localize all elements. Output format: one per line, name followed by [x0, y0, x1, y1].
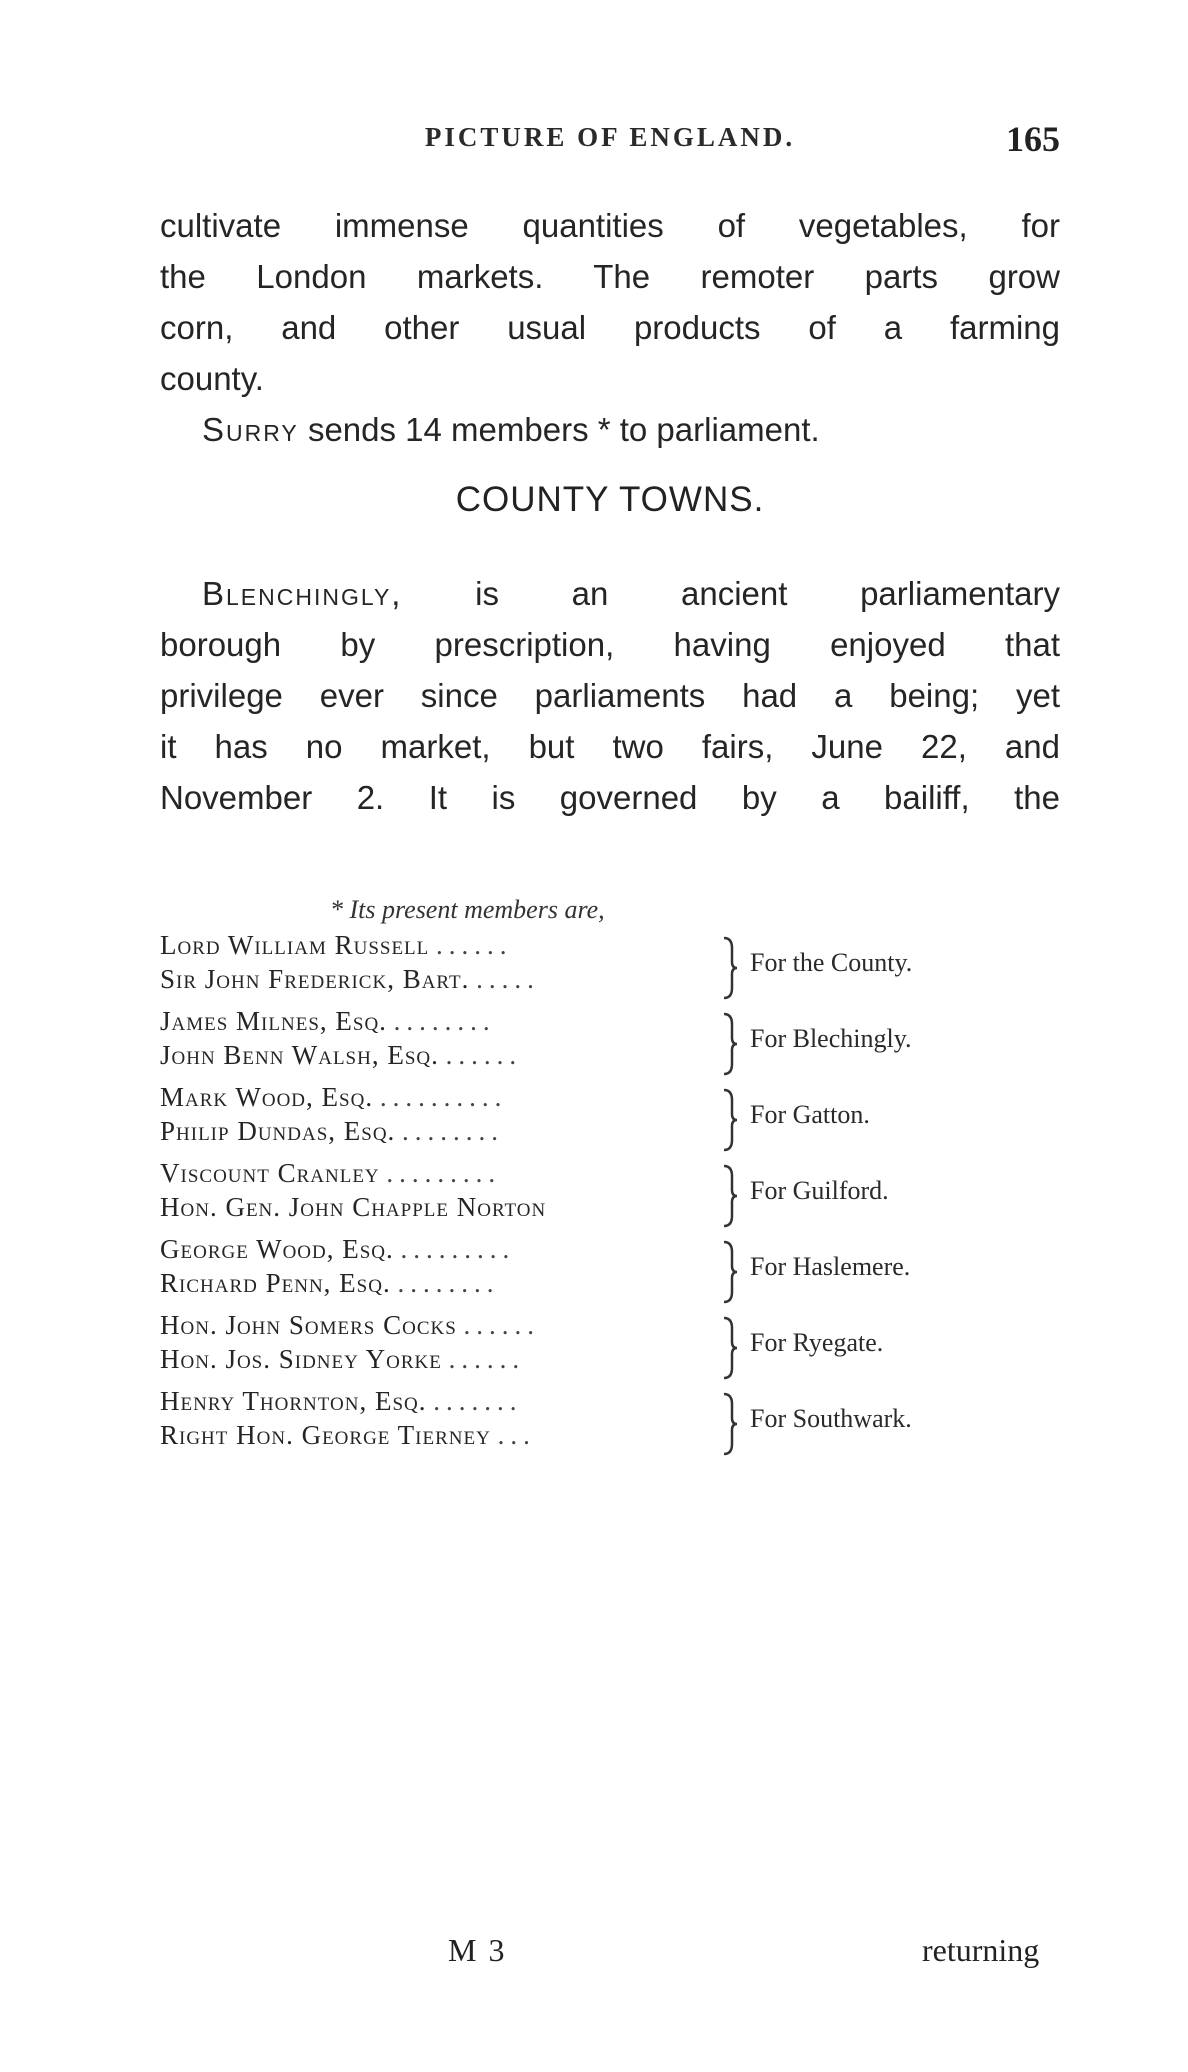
- leader-dots: .........: [400, 1234, 516, 1264]
- member-row: [160, 1082, 720, 1113]
- leader-dots: ......: [436, 930, 513, 960]
- member-name: Philip Dundas, Esq.: [160, 1116, 396, 1146]
- member-row: [160, 1420, 720, 1451]
- leader-dots: ......: [445, 1040, 523, 1070]
- member-name: Mark Wood, Esq.: [160, 1082, 374, 1112]
- leader-dots: ........: [393, 1006, 496, 1036]
- text-line: privilege ever since parliaments had a being; yet: [160, 677, 1060, 714]
- member-row: [160, 1310, 720, 1341]
- member-name: Hon. John Somers Cocks: [160, 1310, 457, 1340]
- text-line-surry: [160, 404, 1060, 455]
- member-name: Lord William Russell: [160, 930, 430, 960]
- member-name: Sir John Frederick, Bart.: [160, 964, 470, 994]
- paragraph-vegetables: [160, 200, 1060, 455]
- leader-dots: .....: [476, 964, 540, 994]
- leader-dots: ......: [463, 1310, 541, 1340]
- constituency-label: For Blechingly.: [750, 1024, 912, 1053]
- member-row: [160, 1116, 720, 1147]
- constituency-label: For Southwark.: [750, 1404, 912, 1433]
- leader-dots: ...: [497, 1420, 536, 1450]
- footnote-intro: * Its present members are,: [330, 895, 605, 924]
- leader-dots: .........: [386, 1158, 502, 1188]
- running-head: [160, 119, 1060, 166]
- catchword: returning: [922, 1932, 1040, 1968]
- blenchingly-word: Blenchingly,: [202, 575, 403, 612]
- text-line: it has no market, but two fairs, June 22, and: [160, 728, 1060, 765]
- brace-icon: [720, 1088, 738, 1152]
- paragraph-blenchingly: [160, 568, 1060, 823]
- member-name: John Benn Walsh, Esq.: [160, 1040, 439, 1070]
- member-row: [160, 1234, 720, 1265]
- section-heading: COUNTY TOWNS.: [455, 480, 765, 519]
- text-line: corn, and other usual products of a farming: [160, 309, 1060, 346]
- signature-mark: M 3: [448, 1932, 507, 1968]
- member-name: Hon. Jos. Sidney Yorke: [160, 1344, 442, 1374]
- member-name: James Milnes, Esq.: [160, 1006, 387, 1036]
- text-line: county.: [160, 360, 264, 397]
- brace-icon: [720, 1240, 738, 1304]
- member-name: Henry Thornton, Esq.: [160, 1386, 427, 1416]
- constituency-label: For Haslemere.: [750, 1252, 911, 1281]
- text-line: cultivate immense quantities of vegetables, for: [160, 207, 1060, 244]
- text-line-blenchingly: [160, 568, 1060, 619]
- member-row: [160, 964, 720, 995]
- surry-word: Surry: [202, 411, 299, 448]
- member-row: [160, 930, 720, 961]
- brace-icon: [720, 1316, 738, 1380]
- brace-icon: [720, 936, 738, 1000]
- text-line: borough by prescription, having enjoyed that: [160, 626, 1060, 663]
- member-row: [160, 1006, 720, 1037]
- constituency-label: For Gatton.: [750, 1100, 870, 1129]
- member-row: [160, 1268, 720, 1299]
- leader-dots: .......: [433, 1386, 523, 1416]
- page-number: 165: [1006, 119, 1060, 159]
- brace-icon: [720, 1012, 738, 1076]
- constituency-label: For Ryegate.: [750, 1328, 884, 1357]
- member-name: Viscount Cranley: [160, 1158, 380, 1188]
- leader-dots: ........: [402, 1116, 505, 1146]
- leader-dots: ..........: [379, 1082, 508, 1112]
- surry-rest: sends 14 members * to parliament.: [307, 411, 820, 448]
- constituency-label: For Guilford.: [750, 1176, 889, 1205]
- leader-dots: ........: [397, 1268, 500, 1298]
- member-name: Right Hon. George Tierney: [160, 1420, 491, 1450]
- member-row: [160, 1192, 720, 1223]
- member-name: Hon. Gen. John Chapple Norton: [160, 1192, 547, 1222]
- text-line: November 2. It is governed by a bailiff, the: [160, 779, 1060, 816]
- brace-icon: [720, 1392, 738, 1456]
- leader-dots: ......: [448, 1344, 526, 1374]
- member-row: [160, 1344, 720, 1375]
- member-name: Richard Penn, Esq.: [160, 1268, 391, 1298]
- member-row: [160, 1158, 720, 1189]
- brace-icon: [720, 1164, 738, 1228]
- constituency-label: For the County.: [750, 948, 913, 977]
- member-name: George Wood, Esq.: [160, 1234, 394, 1264]
- member-row: [160, 1386, 720, 1417]
- running-title: PICTURE OF ENGLAND.: [424, 122, 796, 152]
- blenchingly-rest: is an ancient parliamentary: [475, 575, 1061, 612]
- text-line: the London markets. The remoter parts grow: [160, 258, 1060, 295]
- member-row: [160, 1040, 720, 1071]
